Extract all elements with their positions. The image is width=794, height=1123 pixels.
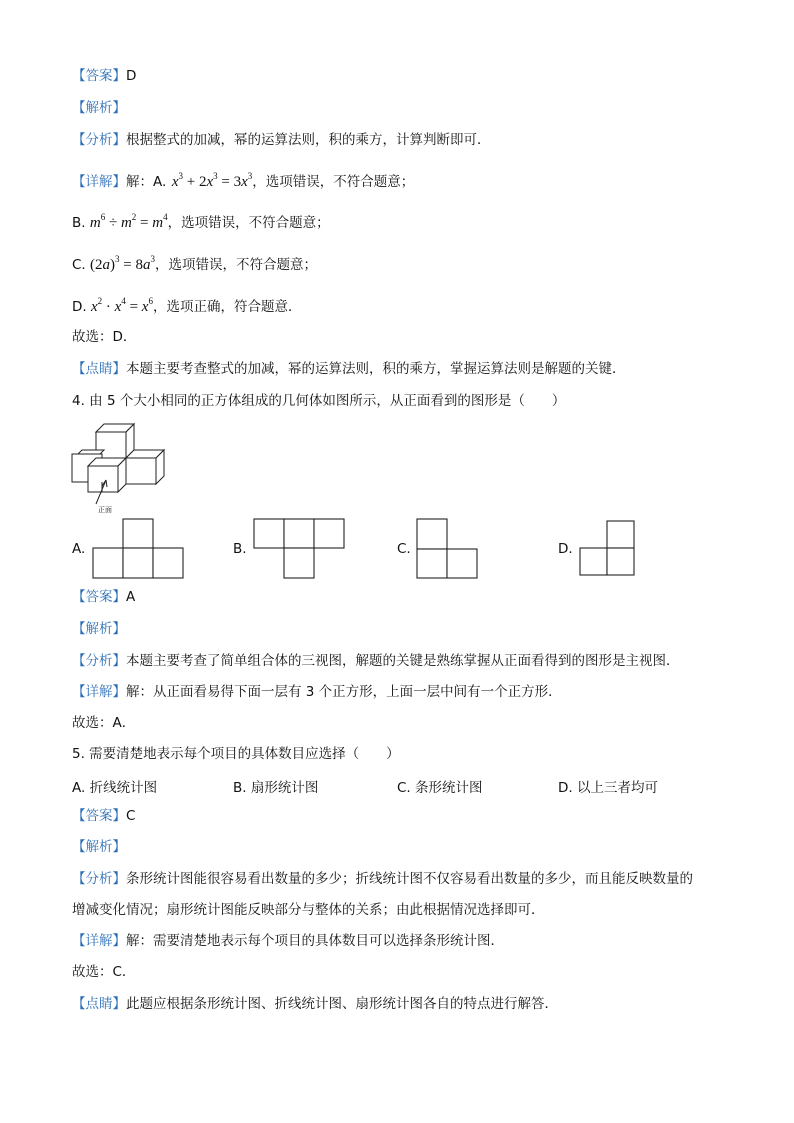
q4-analysis-tag xyxy=(72,620,126,638)
option-d-label: D. xyxy=(72,299,87,315)
option-a-tail: ，选项错误，不符合题意； xyxy=(252,174,415,190)
q3-dianjing xyxy=(72,360,626,378)
q3-fenxi xyxy=(72,131,491,149)
answer-tag: 【答案】 xyxy=(72,589,126,605)
q3-guxuan: 故选：D． xyxy=(72,329,137,345)
q4-option-d-label: D. xyxy=(558,541,573,557)
q5-choice-b: B. 扇形统计图 xyxy=(233,780,319,796)
option-c-label: C. xyxy=(72,257,86,273)
q5-choice-c: C. 条形统计图 xyxy=(397,780,483,796)
analysis-tag: 【解析】 xyxy=(72,100,126,116)
q4-guxuan: 故选：A． xyxy=(72,715,136,731)
xiangjie-text: 解：从正面看易得下面一层有 3 个正方形，上面一层中间有一个正方形． xyxy=(126,684,562,700)
q4-option-d-figure xyxy=(578,520,638,578)
answer-tag: 【答案】 xyxy=(72,808,126,824)
q3-option-c xyxy=(72,250,317,274)
q4-option-b-figure xyxy=(253,518,347,580)
q4-stem: 4. 由 5 个大小相同的正方体组成的几何体如图所示，从正面看到的图形是（ ） xyxy=(72,393,566,409)
formula-c: $(2a)^3 = 8a^3$ xyxy=(90,254,155,273)
formula-d: $x^2 \cdot x^4 = x^6$ xyxy=(90,296,153,315)
q5-choice-a: A. 折线统计图 xyxy=(72,780,158,796)
xiangjie-prefix: 解：A. xyxy=(126,174,167,190)
fenxi-tag: 【分析】 xyxy=(72,871,126,887)
q4-option-c-label: C. xyxy=(397,541,411,557)
answer-value: A xyxy=(126,589,136,605)
option-d-tail: ，选项正确，符合题意． xyxy=(152,299,302,315)
analysis-tag: 【解析】 xyxy=(72,621,126,637)
q4-option-c-figure xyxy=(416,518,482,580)
option-b-tail: ，选项错误，不符合题意； xyxy=(167,215,330,231)
xiangjie-tag: 【详解】 xyxy=(72,684,126,700)
dianjing-text: 此题应根据条形统计图、折线统计图、扇形统计图各自的特点进行解答． xyxy=(126,996,558,1012)
q4-fenxi xyxy=(72,652,680,670)
dianjing-tag: 【点睛】 xyxy=(72,996,126,1012)
fenxi-text: 本题主要考查了简单组合体的三视图，解题的关键是熟练掌握从正面看得到的图形是主视图． xyxy=(126,653,680,669)
formula-b: $m^6 \div m^2 = m^4$ xyxy=(89,212,168,231)
q5-guxuan: 故选：C． xyxy=(72,964,136,980)
q5-answer xyxy=(72,807,135,825)
dianjing-tag: 【点睛】 xyxy=(72,361,126,377)
q3-option-d xyxy=(72,292,301,316)
fenxi-tag: 【分析】 xyxy=(72,653,126,669)
answer-value: D xyxy=(126,68,137,84)
q4-xiangjie xyxy=(72,683,562,701)
q5-choice-d: D. 以上三者均可 xyxy=(558,780,658,796)
option-c-tail: ，选项错误，不符合题意； xyxy=(154,257,317,273)
q3-option-b xyxy=(72,208,330,232)
q4-option-a-figure xyxy=(92,518,186,580)
q4-answer xyxy=(72,588,135,606)
xiangjie-text: 解：需要清楚地表示每个项目的具体数目可以选择条形统计图． xyxy=(126,933,504,949)
formula-a: $x^3 + 2x^3 = 3x^3$ xyxy=(170,171,253,190)
fenxi-text: 根据整式的加减，幂的运算法则，积的乘方，计算判断即可． xyxy=(126,132,491,148)
analysis-tag: 【解析】 xyxy=(72,839,126,855)
q4-option-a-label: A. xyxy=(72,541,86,557)
q5-analysis-tag xyxy=(72,838,126,856)
q4-option-b-label: B. xyxy=(233,541,247,557)
q3-analysis-tag xyxy=(72,99,126,117)
dianjing-text: 本题主要考查整式的加减，幂的运算法则，积的乘方，掌握运算法则是解题的关键． xyxy=(126,361,626,377)
front-label: 正面 xyxy=(98,506,112,514)
xiangjie-tag: 【详解】 xyxy=(72,933,126,949)
q5-fenxi-line1 xyxy=(72,870,693,888)
q3-xiangjie-a xyxy=(72,167,414,191)
q3-answer xyxy=(72,67,136,85)
answer-tag: 【答案】 xyxy=(72,68,126,84)
option-b-label: B. xyxy=(72,215,86,231)
q5-xiangjie xyxy=(72,932,504,950)
fenxi-text: 条形统计图能很容易看出数量的多少；折线统计图不仅容易看出数量的多少，而且能反映数量的 xyxy=(126,871,693,887)
fenxi-tag: 【分析】 xyxy=(72,132,126,148)
cube-figure xyxy=(66,420,170,516)
q5-dianjing xyxy=(72,995,558,1013)
answer-value: C xyxy=(126,808,136,824)
q5-fenxi-line2: 增减变化情况；扇形统计图能反映部分与整体的关系；由此根据情况选择即可． xyxy=(72,902,545,918)
xiangjie-tag: 【详解】 xyxy=(72,174,126,190)
q5-stem: 5. 需要清楚地表示每个项目的具体数目应选择（ ） xyxy=(72,746,400,762)
